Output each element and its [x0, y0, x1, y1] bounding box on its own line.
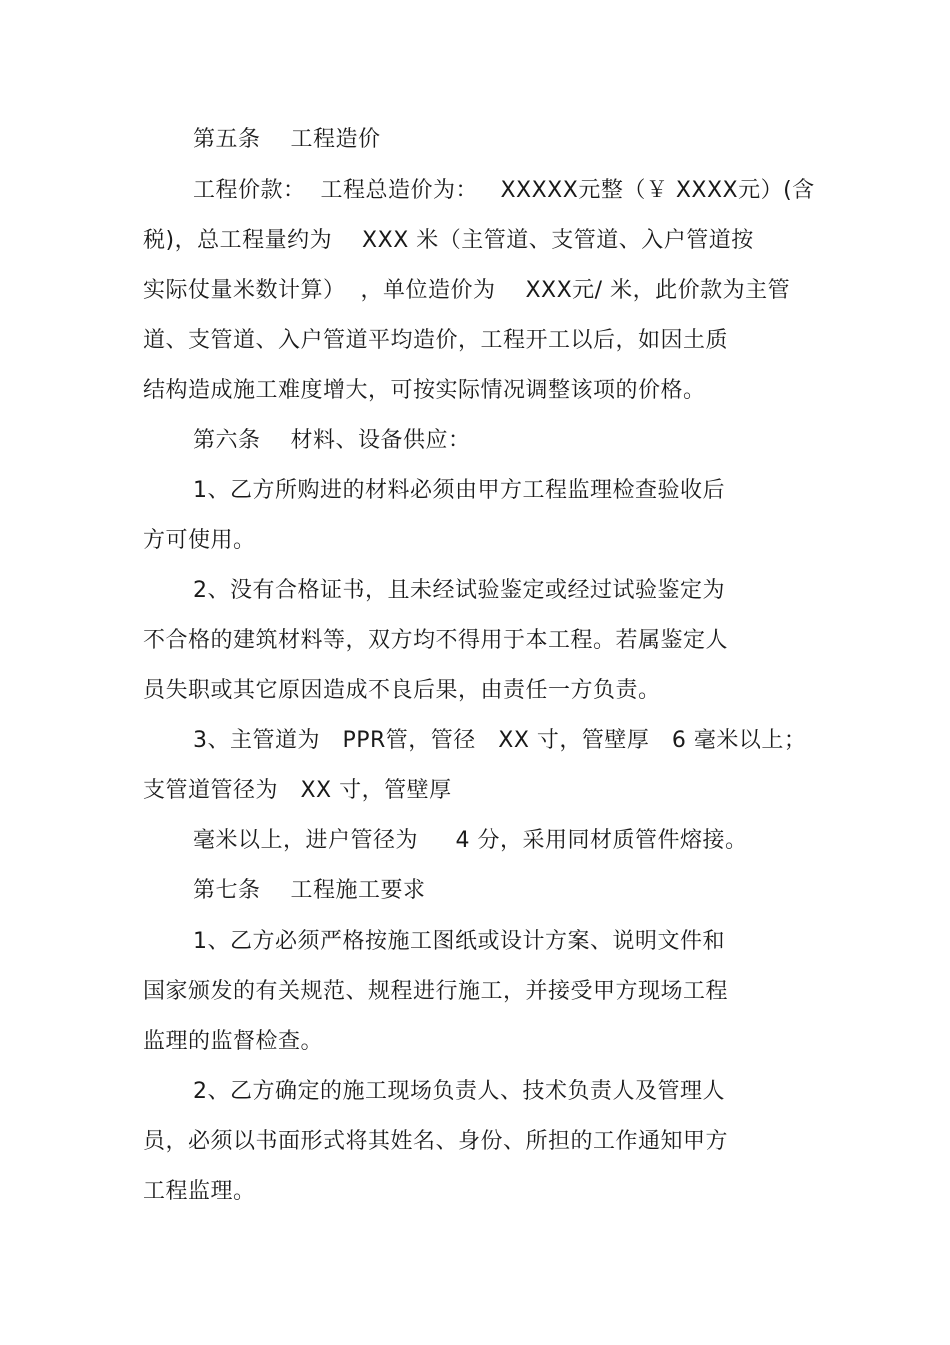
body-line: 国家颁发的有关规范、规程进行施工，并接受甲方现场工程 — [143, 979, 729, 1004]
article-6-heading: 第六条 材料、设备供应： — [193, 428, 471, 453]
body-line: 支管道管径为 XX 寸，管壁厚 — [143, 778, 452, 803]
body-line: 1、乙方必须严格按施工图纸或设计方案、说明文件和 — [193, 929, 725, 954]
body-line: 毫米以上，进户管径为 4 分，采用同材质管件熔接。 — [193, 828, 748, 853]
body-line: 方可使用。 — [143, 528, 256, 553]
body-line: 监理的监督检查。 — [143, 1029, 324, 1054]
body-line: 不合格的建筑材料等，双方均不得用于本工程。若属鉴定人 — [143, 628, 729, 653]
body-line: 2、乙方确定的施工现场负责人、技术负责人及管理人 — [193, 1079, 725, 1104]
body-line: 2、没有合格证书，且未经试验鉴定或经过试验鉴定为 — [193, 578, 725, 603]
body-line: 员失职或其它原因造成不良后果，由责任一方负责。 — [143, 678, 661, 703]
body-line: 3、主管道为 PPR管，管径 XX 寸，管壁厚 6 毫米以上； — [193, 728, 807, 753]
body-line: 实际仗量米数计算） ，单位造价为 XXX元/ 米，此价款为主管 — [143, 278, 791, 303]
body-line: 结构造成施工难度增大，可按实际情况调整该项的价格。 — [143, 378, 706, 403]
body-line: 道、支管道、入户管道平均造价，工程开工以后，如因土质 — [143, 328, 729, 353]
body-line: 1、乙方所购进的材料必须由甲方工程监理检查验收后 — [193, 478, 725, 503]
body-line: 税)，总工程量约为 XXX 米（主管道、支管道、入户管道按 — [143, 228, 754, 253]
body-line: 工程监理。 — [143, 1179, 256, 1204]
article-5-heading: 第五条 工程造价 — [193, 127, 381, 152]
body-line: 工程价款： 工程总造价为： XXXXX元整（￥ XXXX元）(含 — [193, 178, 815, 203]
body-line: 员，必须以书面形式将其姓名、身份、所担的工作通知甲方 — [143, 1129, 729, 1154]
article-7-heading: 第七条 工程施工要求 — [193, 878, 426, 903]
